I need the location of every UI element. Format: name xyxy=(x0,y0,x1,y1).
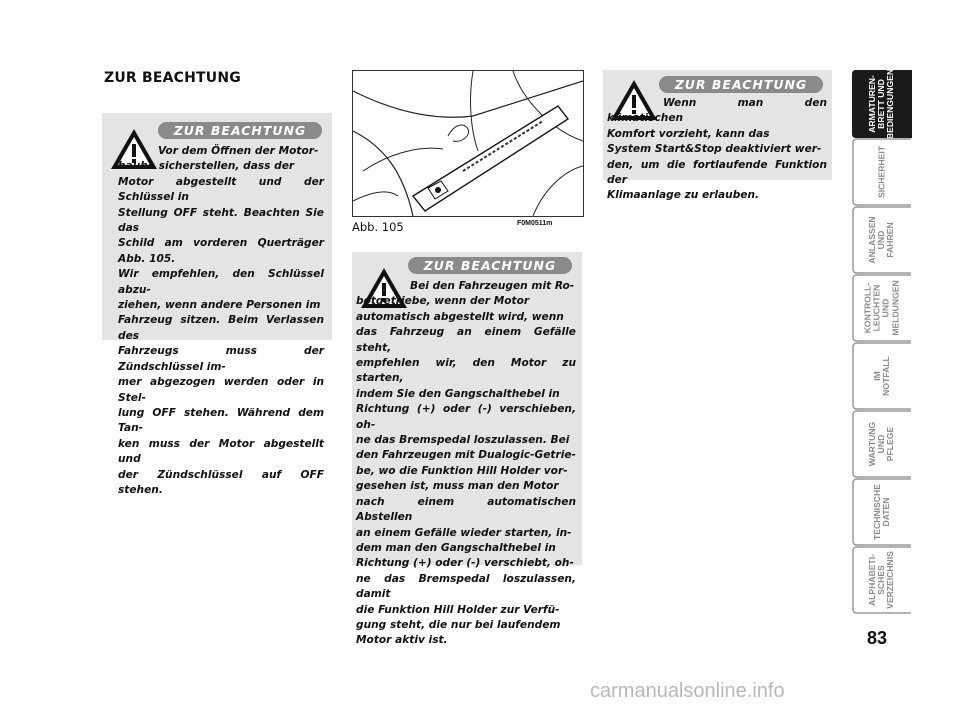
warning-box-start-stop xyxy=(603,70,832,202)
tab-label: ALPHABETI- SCHES VERZEICHNIS xyxy=(867,551,896,609)
tab-kontrollleuchten[interactable] xyxy=(852,274,916,342)
tab-label: ARMATUREN- BRETT UND BEDIENGUNGEN xyxy=(867,68,896,140)
tab-label: ANLASSEN UND FAHREN xyxy=(867,216,896,264)
warning-text: Bei den Fahrzeugen mit Ro- botgetriebe, wenn der Motor automatisch abgestellt wird, wenn das Fahrzeug an einem Gefälle steht, empfehlen wir, den Motor zu starten, indem Sie den Gangschalthebel in Richtung (+) oder (-) verschieben, oh- ne das Bremspedal loszulassen. Bei den Fahrzeugen mit Dualogic-Getrie- be, wo die Funktion Hill Holder vor- gesehen ist, muss man den Motor nach einem automatischen Abstellen an einem Gefälle wieder starten, in- dem man den Gangschalthebel in Richtung (+) oder (-) verschiebt, oh- ne das Bremspedal loszulassen, damit die Funktion Hill Holder zur Verfü- gung steht, die nur bei laufendem Motor aktiv ist. xyxy=(356,280,576,647)
warning-title: ZUR BEACHTUNG xyxy=(158,122,322,139)
warning-title: ZUR BEACHTUNG xyxy=(408,257,572,274)
figure-caption: Abb. 105 xyxy=(352,220,404,234)
watermark: carmanualsonline.info xyxy=(590,680,785,702)
tab-wartung[interactable] xyxy=(852,410,916,478)
tab-anlassen[interactable] xyxy=(852,206,916,274)
tab-label: IM NOTFALL xyxy=(871,356,891,396)
page-number: 83 xyxy=(866,628,888,648)
tab-verzeichnis[interactable] xyxy=(852,546,916,614)
warning-text: Vor dem Öffnen der Motor- haube sicherstellen, dass der Motor abgestellt und der Schlüssel in Stellung OFF steht. Beachten Sie das Schild am vorderen Querträger Abb. 105. Wir empfehlen, den Schlüssel abzu- ziehen, wenn andere Personen im Fahrzeug sitzen. Beim Verlassen des Fahrzeugs muss der Zündschlüssel im- mer abgezogen werden oder in Stel- lung OFF stehen. Während dem Tan- ken muss der Motor abgestellt und der Zündschlüssel auf OFF stehen. xyxy=(118,145,324,496)
tab-armaturenbrett[interactable] xyxy=(852,70,916,138)
tab-label: SICHERHEIT xyxy=(876,145,887,199)
tab-im-notfall[interactable] xyxy=(852,342,916,410)
warning-text: Wenn man den klimatischen Komfort vorzieht, kann das System Start&Stop deaktiviert wer- den, um die fortlaufende Funktion der Klimaanlage zu erlauben. xyxy=(607,97,827,202)
tab-label: KONTROLL- LEUCHTEN UND MELDUNGEN xyxy=(862,280,901,336)
tab-label: TECHNISCHE DATEN xyxy=(871,484,891,540)
warning-title: ZUR BEACHTUNG xyxy=(659,76,823,93)
figure-code: F0M0511m xyxy=(517,220,553,227)
engine-bay-illustration xyxy=(353,71,583,216)
warning-box-robotized-gearbox xyxy=(352,252,582,647)
warning-box-engine-hood xyxy=(102,113,332,496)
page-heading: ZUR BEACHTUNG xyxy=(104,70,241,86)
tab-technische-daten[interactable] xyxy=(852,478,916,546)
figure-hood-label xyxy=(352,70,584,217)
tab-label: WARTUNG UND PFLEGE xyxy=(867,421,896,467)
tab-sicherheit[interactable] xyxy=(852,138,916,206)
